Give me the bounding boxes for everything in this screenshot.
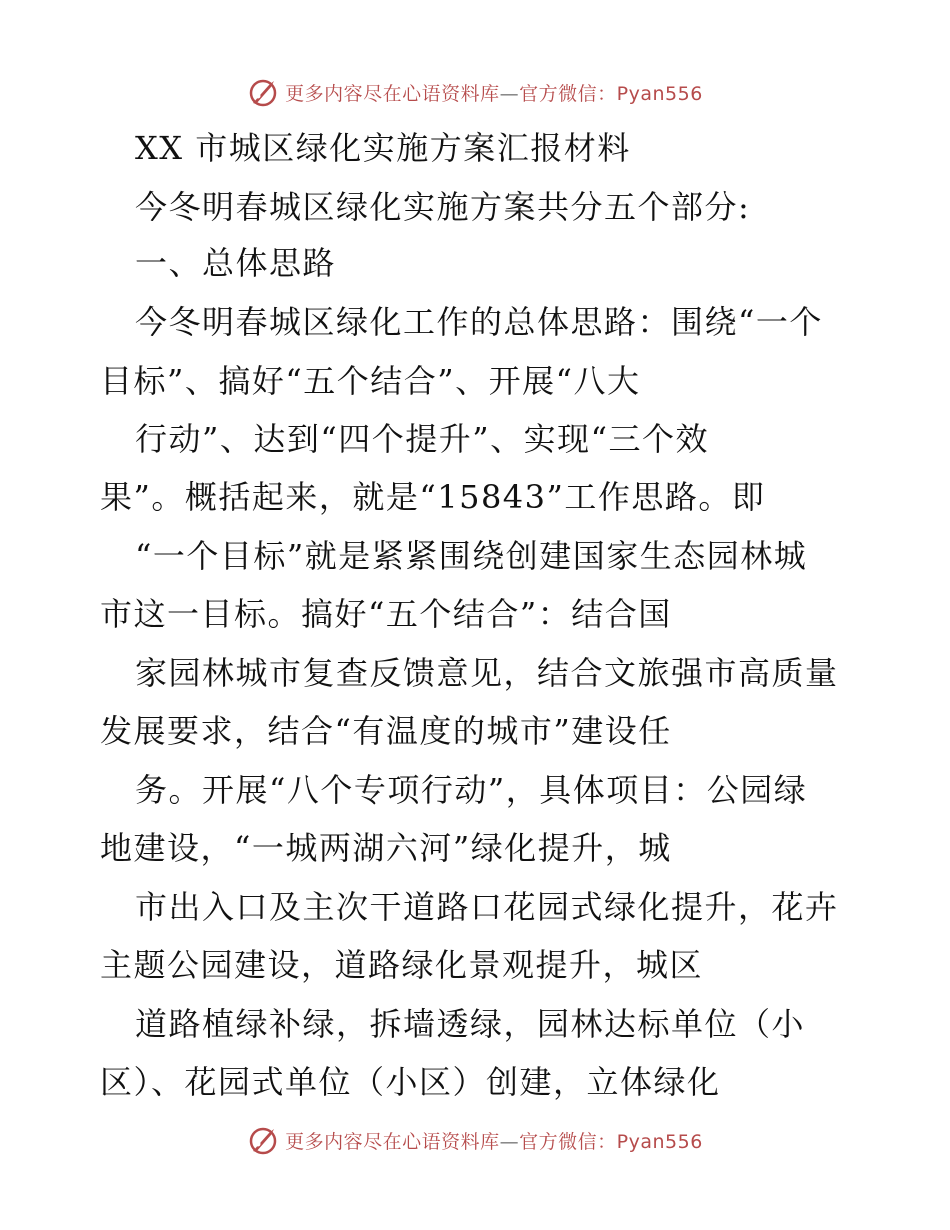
text-line: 道路植绿补绿，拆墙透绿，园林达标单位（小	[135, 1005, 806, 1043]
footer-watermark	[0, 1120, 950, 1160]
watermark-text	[285, 79, 703, 106]
text-line: 行动”、达到“四个提升”、实现“三个效	[135, 420, 709, 458]
text-line: 务。开展“八个专项行动”，具体项目：公园绿	[135, 771, 808, 809]
text-line: 主题公园建设，道路绿化景观提升，城区	[100, 946, 704, 984]
watermark-text	[285, 1127, 703, 1154]
quill-pen-logo-icon	[247, 76, 279, 108]
document-title: XX 市城区绿化实施方案汇报材料	[135, 129, 631, 167]
text-line: “一个目标”就是紧紧围绕创建国家生态园林城	[135, 537, 808, 575]
text-line: 家园林城市复查反馈意见，结合文旅强市高质量	[135, 654, 839, 692]
text-line: 地建设，“一城两湖六河”绿化提升，城	[100, 829, 672, 867]
watermark-account: 官方微信：Pyan556	[519, 82, 703, 105]
text-line: 市出入口及主次干道路口花园式绿化提升，花卉	[135, 888, 839, 926]
watermark-separator: —	[499, 82, 520, 105]
text-line: 市这一目标。搞好“五个结合”：结合国	[100, 595, 672, 633]
text-line: 今冬明春城区绿化实施方案共分五个部分:	[135, 188, 751, 226]
quill-pen-logo-icon	[247, 1124, 279, 1156]
text-line: 目标”、搞好“五个结合”、开展“八大	[100, 362, 641, 400]
watermark-separator: —	[499, 1130, 520, 1153]
text-line: 今冬明春城区绿化工作的总体思路：围绕“一个	[135, 303, 823, 341]
watermark-site-name: 更多内容尽在心语资料库	[285, 82, 500, 105]
watermark-site-name: 更多内容尽在心语资料库	[285, 1130, 500, 1153]
text-line: 区）、花园式单位（小区）创建，立体绿化	[100, 1063, 721, 1101]
header-watermark	[0, 72, 950, 112]
text-line: 果”。概括起来，就是“15843”工作思路。即	[100, 478, 766, 516]
text-line: 发展要求，结合“有温度的城市”建设任	[100, 712, 672, 750]
watermark-account: 官方微信：Pyan556	[519, 1130, 703, 1153]
section-heading: 一、总体思路	[135, 244, 337, 282]
